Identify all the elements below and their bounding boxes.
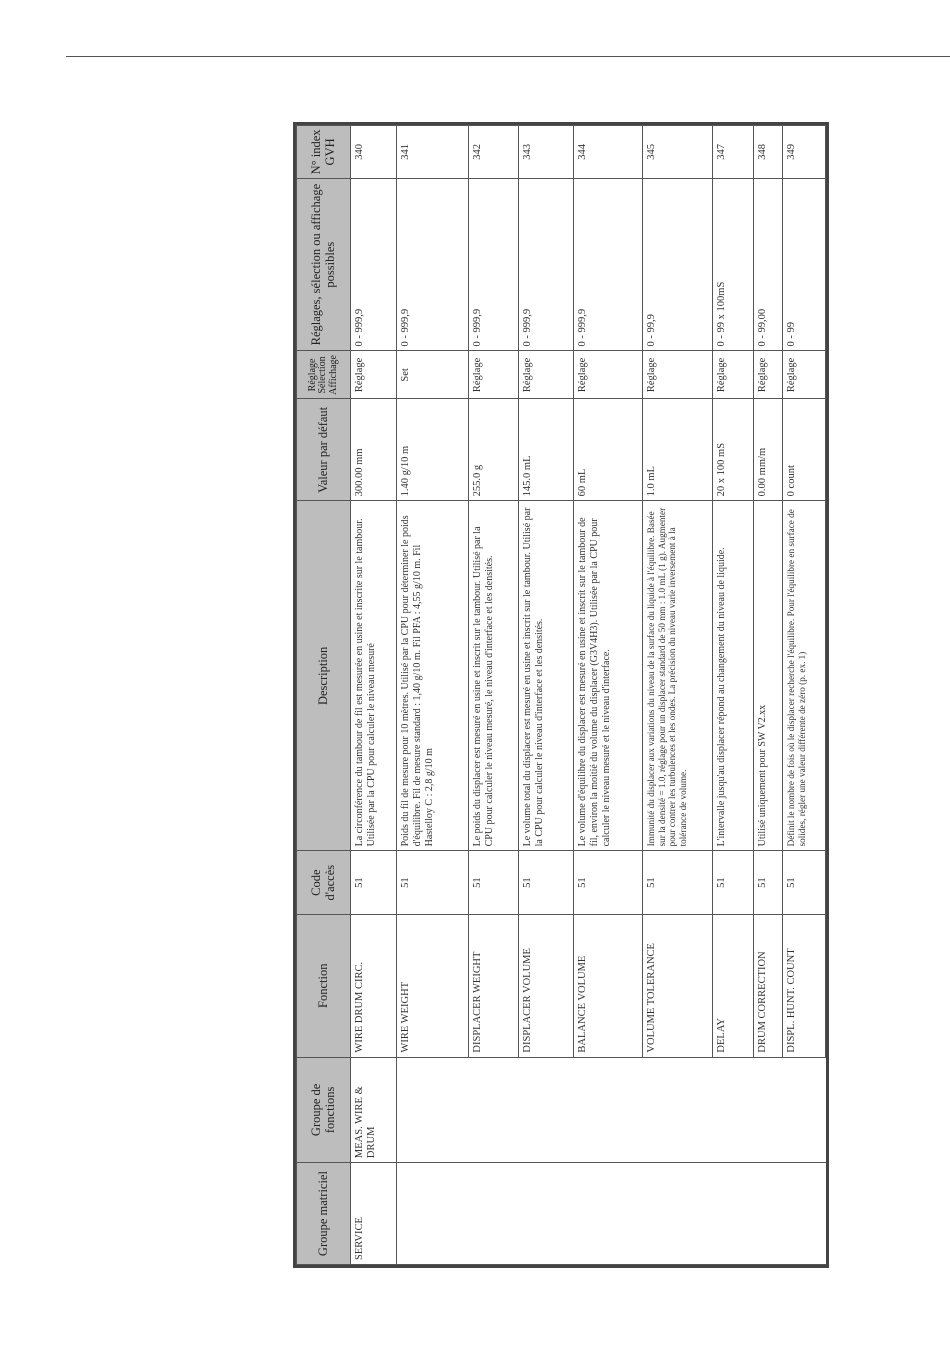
header-fonction: Fonction [297, 914, 351, 1057]
cell-groupe-matriciel-empty [783, 1163, 826, 1265]
cell-reglage: Réglage [574, 351, 643, 399]
cell-description: Le poids du displacer est mesuré en usine et inscrit sur le tambour. Utilisé par la CPU pour calculer le niveau mesuré, le niveau d'interface et les densités. [469, 501, 519, 851]
cell-code: 51 [643, 851, 713, 915]
header-description: Description [297, 501, 351, 851]
cell-index: 345 [643, 126, 713, 179]
cell-possibles: 0 - 99,9 [643, 178, 713, 351]
cell-groupe-fonctions-empty [754, 1057, 783, 1163]
cell-code: 51 [713, 851, 754, 915]
cell-valeur: 0.00 mm/m [754, 399, 783, 501]
cell-fonction: DISPLACER VOLUME [519, 914, 574, 1057]
table-row [519, 126, 574, 1265]
header-groupe-matriciel: Groupe matriciel [297, 1163, 351, 1265]
table-row [574, 126, 643, 1265]
parameter-table-rotated [296, 125, 826, 1265]
cell-valeur: 1.40 g/10 m [397, 399, 469, 501]
table-header-row [297, 126, 351, 1265]
cell-groupe-matriciel-empty [519, 1163, 574, 1265]
cell-fonction: VOLUME TOLERANCE [643, 914, 713, 1057]
cell-valeur: 300.00 mm [351, 399, 397, 501]
cell-possibles: 0 - 99 [783, 178, 826, 351]
cell-code: 51 [754, 851, 783, 915]
header-groupe-fonctions: Groupe de fonctions [297, 1057, 351, 1163]
cell-groupe-matriciel-empty [754, 1163, 783, 1265]
cell-reglage: Réglage [519, 351, 574, 399]
cell-fonction: WIRE WEIGHT [397, 914, 469, 1057]
cell-groupe-fonctions-empty [574, 1057, 643, 1163]
cell-groupe-fonctions-empty [783, 1057, 826, 1163]
cell-index: 349 [783, 126, 826, 179]
cell-groupe-fonctions-empty [713, 1057, 754, 1163]
table-row [754, 126, 783, 1265]
cell-reglage: Réglage [754, 351, 783, 399]
cell-index: 344 [574, 126, 643, 179]
cell-description: Poids du fil de mesure pour 10 mètres. Utilisé par la CPU pour déterminer le poids d'équilibre. Fil de mesure standard : 1,40 g/10 m. Fil PFA : 4,55 g/10 m. Fil Hastelloy C : 2,8 g/10 m [397, 501, 469, 851]
cell-groupe-fonctions-empty [643, 1057, 713, 1163]
cell-possibles: 0 - 999,9 [519, 178, 574, 351]
cell-valeur: 1.0 mL [643, 399, 713, 501]
cell-description: Le volume total du displacer est mesuré en usine et inscrit sur le tambour. Utilisé par la CPU pour calculer le niveau d'interface et les densités. [519, 501, 574, 851]
cell-index: 348 [754, 126, 783, 179]
cell-description: Utilisé uniquement pour SW V2.xx [754, 501, 783, 851]
header-reglage-line1: Réglage [306, 358, 318, 392]
cell-reglage: Réglage [643, 351, 713, 399]
cell-reglage: Set [397, 351, 469, 399]
cell-fonction: BALANCE VOLUME [574, 914, 643, 1057]
cell-fonction: DRUM CORRECTION [754, 914, 783, 1057]
cell-index: 347 [713, 126, 754, 179]
cell-index: 343 [519, 126, 574, 179]
cell-groupe-matriciel-empty [397, 1163, 469, 1265]
cell-groupe-matriciel-empty [574, 1163, 643, 1265]
parameter-table [296, 125, 826, 1265]
cell-code: 51 [783, 851, 826, 915]
cell-valeur: 60 mL [574, 399, 643, 501]
table-row [643, 126, 713, 1265]
header-code-acces: Code d'accès [297, 851, 351, 915]
cell-reglage: Réglage [469, 351, 519, 399]
header-reglage-line3: Affichage [327, 355, 339, 395]
cell-code: 51 [397, 851, 469, 915]
cell-groupe-matriciel: SERVICE [351, 1163, 397, 1265]
cell-groupe-matriciel-empty [469, 1163, 519, 1265]
table-row [783, 126, 826, 1265]
header-reglages-possibles: Réglages, sélection ou affichage possibles [297, 178, 351, 351]
cell-description: La circonférence du tambour de fil est mesurée en usine et inscrite sur le tambour. Utilisée par la CPU pour calculer le niveau mesuré [351, 501, 397, 851]
top-rule [66, 56, 950, 57]
cell-index: 342 [469, 126, 519, 179]
parameter-table-frame [293, 122, 829, 1268]
cell-description: Définit le nombre de fois où le displacer recherche l'équilibre. Pour l'équilibre en surface de solides, régler une valeur différente de zéro (p. ex. 1) [783, 501, 826, 851]
cell-valeur: 255.0 g [469, 399, 519, 501]
cell-reglage: Réglage [783, 351, 826, 399]
cell-reglage: Réglage [351, 351, 397, 399]
header-reglage-line2: Sélection [317, 356, 329, 394]
cell-valeur: 0 count [783, 399, 826, 501]
cell-groupe-fonctions-empty [519, 1057, 574, 1163]
cell-reglage: Réglage [713, 351, 754, 399]
cell-fonction: DELAY [713, 914, 754, 1057]
cell-fonction: DISPL. HUNT. COUNT [783, 914, 826, 1057]
cell-possibles: 0 - 99 x 100mS [713, 178, 754, 351]
cell-groupe-fonctions-empty [469, 1057, 519, 1163]
cell-possibles: 0 - 99,00 [754, 178, 783, 351]
cell-valeur: 145.0 mL [519, 399, 574, 501]
cell-possibles: 0 - 999,9 [351, 178, 397, 351]
cell-possibles: 0 - 999,9 [574, 178, 643, 351]
cell-index: 340 [351, 126, 397, 179]
cell-code: 51 [574, 851, 643, 915]
table-row [469, 126, 519, 1265]
table-row [397, 126, 469, 1265]
cell-fonction: WIRE DRUM CIRC. [351, 914, 397, 1057]
cell-description: Le volume d'équilibre du displacer est mesuré en usine et inscrit sur le tambour de fil, environ la moitié du volume du displacer (G3V4H3). Utilisée par la CPU pour calculer le niveau mesuré et le niveau d'interface. [574, 501, 643, 851]
cell-code: 51 [469, 851, 519, 915]
header-valeur-defaut: Valeur par défaut [297, 399, 351, 501]
cell-possibles: 0 - 999,9 [469, 178, 519, 351]
header-index-gvh: N° index GVH [297, 126, 351, 179]
cell-description: Immunité du displacer aux variations du niveau de la surface du liquide à l'équilibre. Basée sur la densité = 1.0, réglage pour un displacer standard de 50 mm : 1.0 mL (1 g). Augmenter pour contrer les turbulences et les ondes. La précision du niveau varie inversement à la tolérance de volume. [643, 501, 713, 851]
cell-description: L'intervalle jusqu'au displacer répond au changement du niveau de liquide. [713, 501, 754, 851]
cell-groupe-fonctions: MEAS. WIRE & DRUM [351, 1057, 397, 1163]
cell-index: 341 [397, 126, 469, 179]
table-row [351, 126, 397, 1265]
table-row [713, 126, 754, 1265]
cell-fonction: DISPLACER WEIGHT [469, 914, 519, 1057]
cell-groupe-fonctions-empty [397, 1057, 469, 1163]
cell-groupe-matriciel-empty [713, 1163, 754, 1265]
cell-code: 51 [351, 851, 397, 915]
cell-possibles: 0 - 999,9 [397, 178, 469, 351]
cell-valeur: 20 x 100 mS [713, 399, 754, 501]
cell-code: 51 [519, 851, 574, 915]
header-reglage-selection-affichage [297, 351, 351, 399]
cell-groupe-matriciel-empty [643, 1163, 713, 1265]
